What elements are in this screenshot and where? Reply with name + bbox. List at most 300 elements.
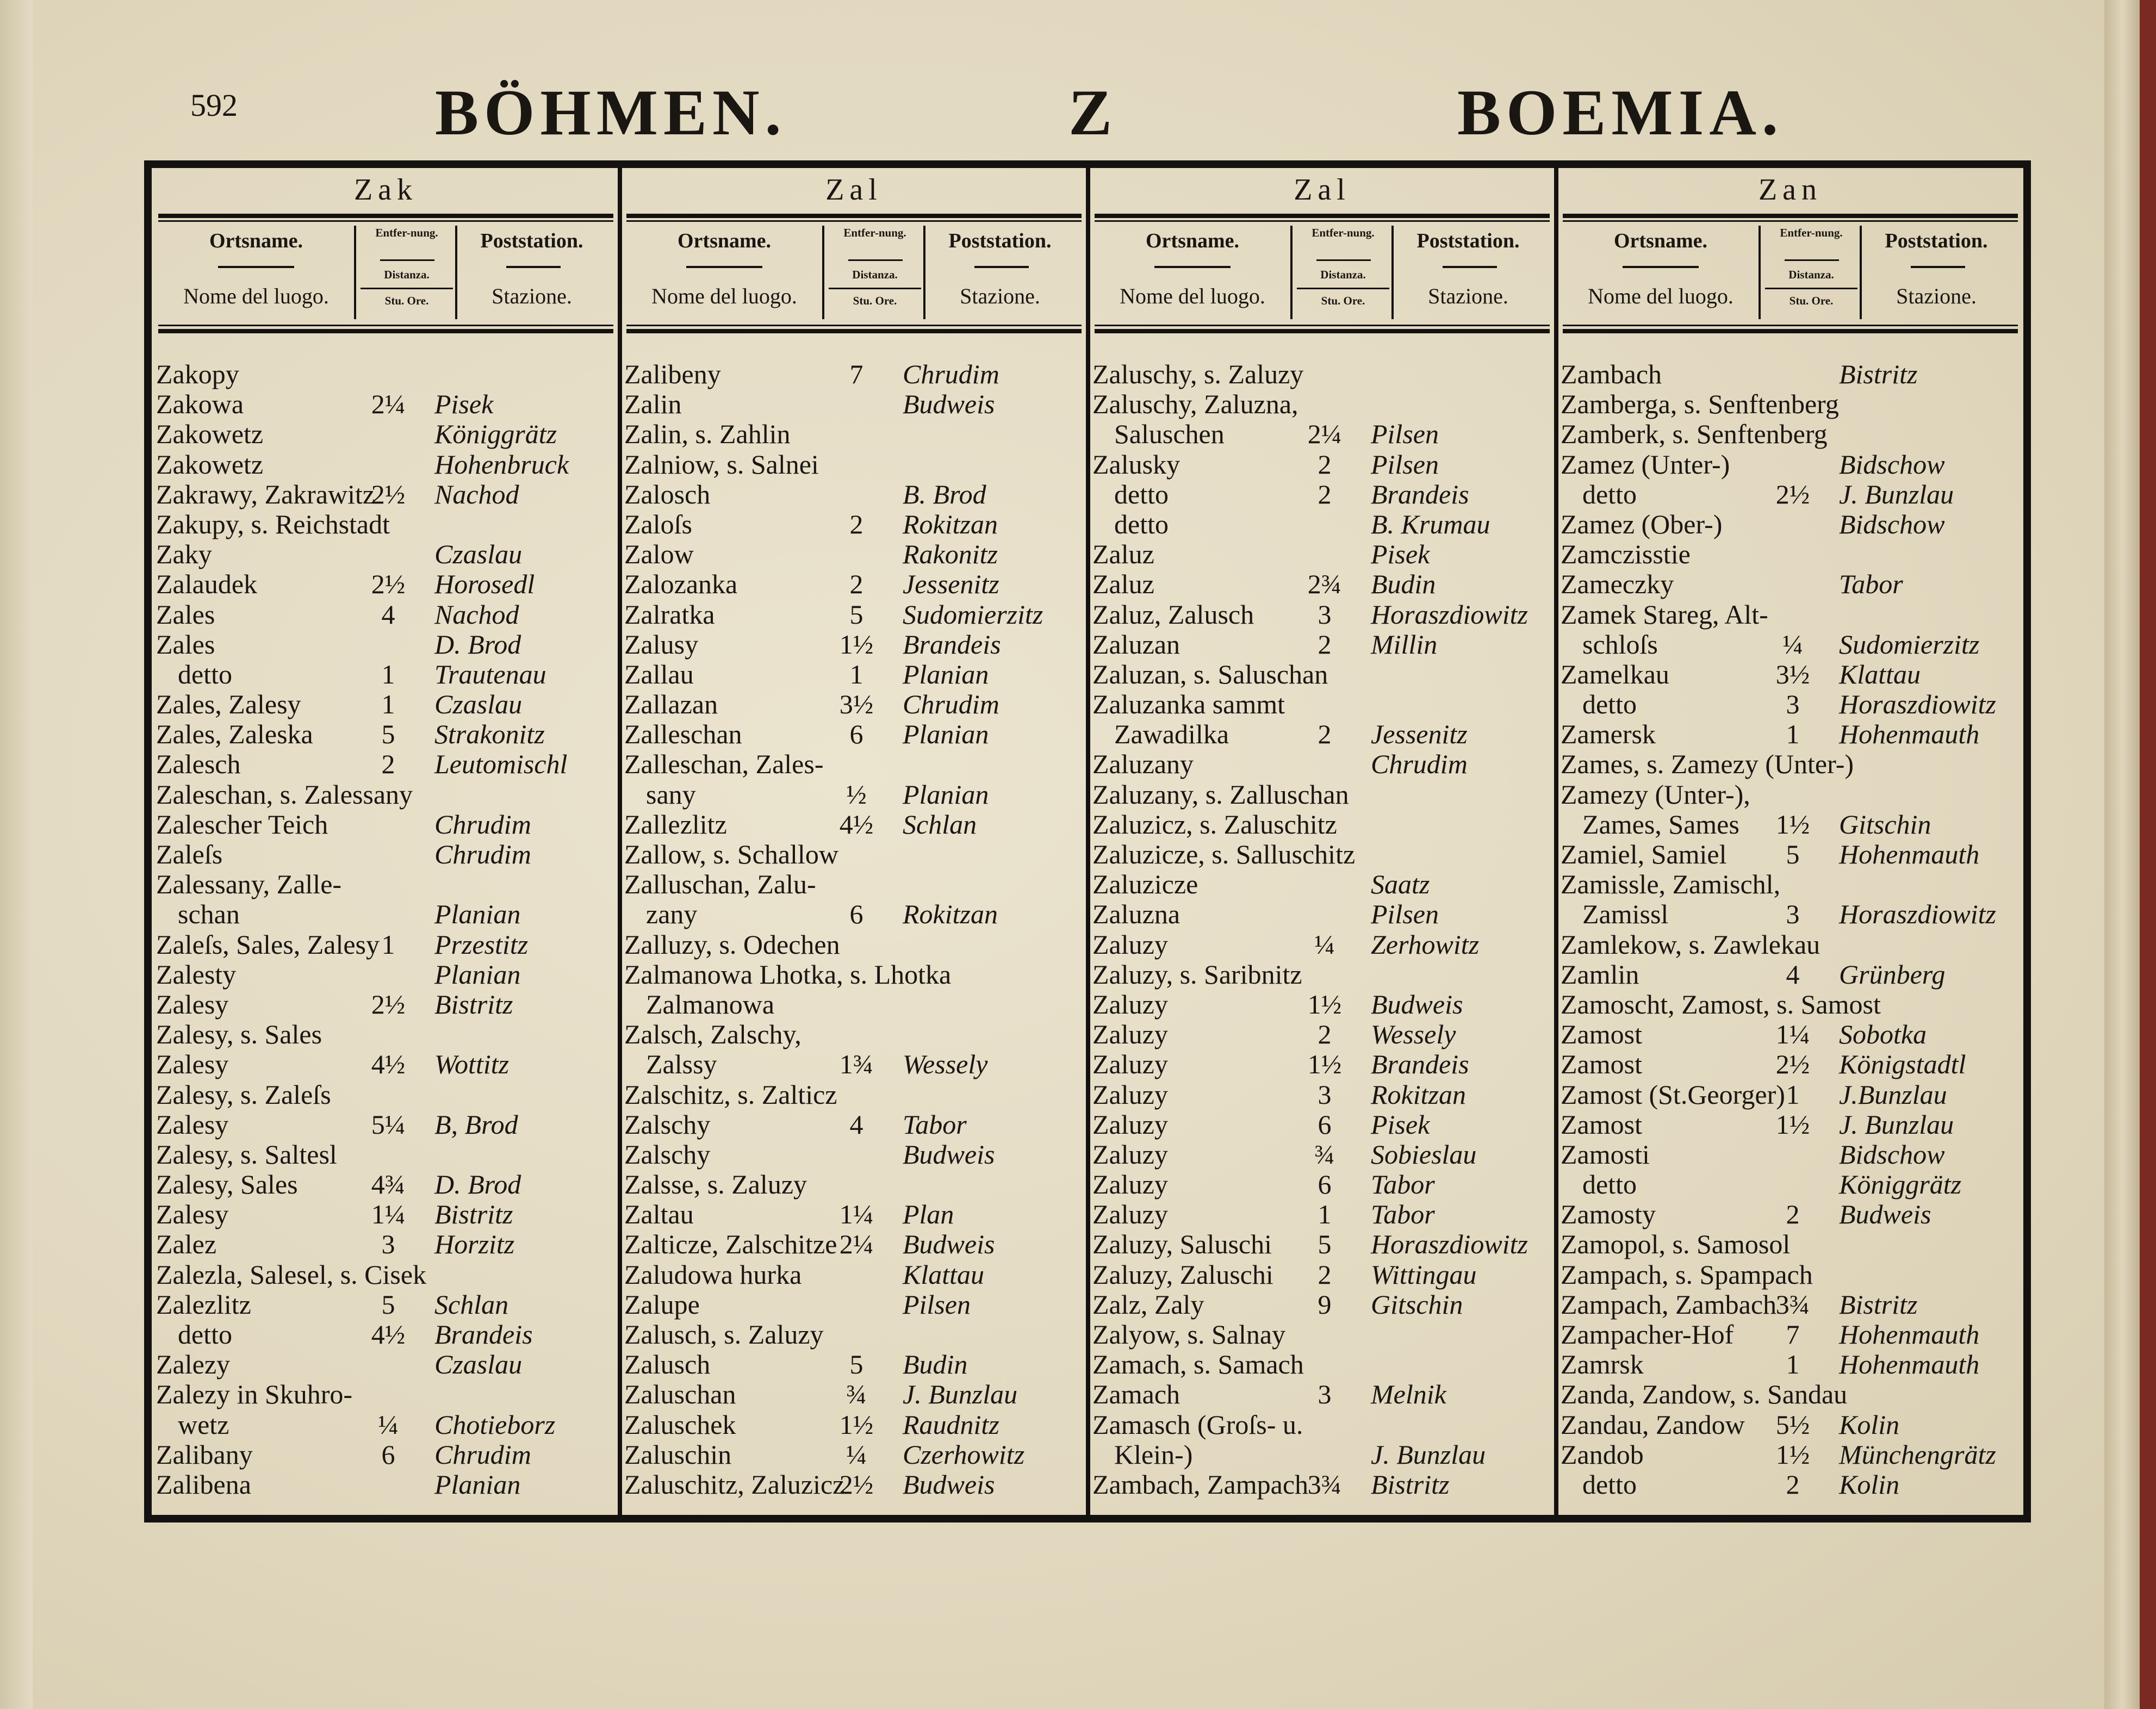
place-name: detto (178, 1319, 232, 1350)
header-poststation: Poststation. (1885, 229, 1988, 252)
entry-row (156, 1350, 620, 1379)
place-name: Zalozanka (624, 569, 738, 600)
place-name: Zamissl (1582, 899, 1669, 930)
entry-row (1092, 780, 1556, 810)
place-name: Zaluzy (1092, 1169, 1168, 1200)
post-station: Horaszdiowitz (1839, 689, 1996, 720)
entry-row (1561, 990, 2024, 1020)
entry-row (1561, 569, 2024, 599)
place-name: Zaluz, Zalusch (1092, 599, 1254, 630)
place-name: Zalz, Zaly (1092, 1289, 1204, 1320)
post-station: Gitschin (1839, 809, 1931, 840)
place-name: Zallezlitz (624, 809, 727, 840)
entry-row (156, 539, 620, 569)
entry-row (1092, 1350, 1556, 1379)
post-station: Pisek (1371, 1109, 1430, 1140)
page-edge-shadow (0, 0, 33, 1709)
place-name: Zamasch (Groſs- u. (1092, 1409, 1303, 1440)
entry-row (624, 1020, 1088, 1049)
entry-list (624, 359, 1088, 1500)
entry-row (156, 1049, 620, 1079)
distance: 5 (849, 1349, 863, 1380)
place-name: Zaluzicze, s. Salluschitz (1092, 839, 1356, 869)
post-station: Bidschow (1839, 508, 1945, 539)
place-name: Zallau (624, 658, 694, 689)
entry-row (624, 600, 1088, 630)
title-german: BÖHMEN. (435, 76, 787, 148)
distance: ¼ (1782, 629, 1803, 660)
entry-row (156, 780, 620, 810)
place-name: Zaluzy, Saluschi (1092, 1229, 1272, 1260)
distance: 1 (849, 658, 863, 689)
page-header (0, 71, 2115, 152)
entry-row (1092, 1200, 1556, 1229)
place-name: Zalschy (624, 1109, 711, 1140)
distance: ¼ (1314, 929, 1335, 960)
distance: 5½ (1775, 1409, 1810, 1440)
place-name: Zamek Stareg, Alt- (1561, 599, 1768, 630)
post-station: Horaszdiowitz (1371, 599, 1528, 630)
header-rule (1563, 325, 2018, 326)
header-rule (158, 329, 613, 333)
distance: 6 (849, 899, 863, 930)
place-name: Zakowetz (156, 419, 264, 450)
post-station: Wessely (903, 1049, 988, 1080)
post-station: Planian (434, 899, 521, 930)
place-name: detto (178, 658, 232, 689)
entry-row (1561, 359, 2024, 389)
entry-row (156, 1229, 620, 1259)
post-station: Planian (434, 959, 521, 990)
entry-row (624, 509, 1088, 539)
distance: 4½ (371, 1049, 406, 1080)
place-name: Zalesy (156, 1109, 229, 1140)
header-nome: Nome del luogo. (651, 284, 797, 308)
entry-row (1092, 1140, 1556, 1170)
entry-row (1561, 810, 2024, 840)
distance: 2 (1786, 1469, 1800, 1500)
distance: 1½ (839, 1409, 874, 1440)
post-station: Pilsen (1371, 419, 1439, 450)
post-station: Brandeis (1371, 478, 1469, 509)
entry-row (156, 1110, 620, 1140)
post-station: Schlan (903, 809, 977, 840)
header-dash (848, 259, 903, 261)
header-nome: Nome del luogo. (1120, 284, 1265, 308)
entry-list (156, 359, 620, 1500)
place-name: Zalezlitz (156, 1289, 251, 1320)
entry-row (156, 1260, 620, 1290)
distance: 2¼ (839, 1229, 874, 1260)
post-station: Nachod (434, 478, 519, 509)
post-station: Tabor (903, 1109, 967, 1140)
entry-row (1561, 1320, 2024, 1350)
header-stunden: Stu. Ore. (853, 294, 897, 307)
place-name: Zamosti (1561, 1139, 1650, 1170)
place-name: sany (646, 779, 696, 810)
place-name: Zalesty (156, 959, 237, 990)
distance: 1¼ (839, 1199, 874, 1230)
post-station: Wittingau (1371, 1259, 1477, 1290)
column-3 (1088, 168, 1556, 1515)
entry-row (156, 960, 620, 990)
header-dash (1785, 259, 1839, 261)
distance: 6 (1318, 1109, 1332, 1140)
entry-row (1561, 1020, 2024, 1049)
place-name: Zalratka (624, 599, 715, 630)
place-name: Zamez (Unter-) (1561, 449, 1730, 480)
entry-row (156, 1320, 620, 1350)
post-station: Budweis (1839, 1199, 1931, 1230)
post-station: B. Brod (903, 478, 986, 509)
header-rule (1563, 329, 2018, 333)
column-title: Zal (825, 173, 883, 207)
place-name: Zamach (1092, 1379, 1180, 1410)
entry-list (1561, 359, 2024, 1500)
place-name: Zalmanowa Lhotka, s. Lhotka (624, 959, 952, 990)
post-station: Melnik (1371, 1379, 1446, 1410)
column-title: Zak (353, 173, 418, 207)
entry-row (1561, 480, 2024, 509)
distance: 5 (1786, 839, 1800, 869)
entry-row (156, 1200, 620, 1229)
place-name: Zampach, s. Spampach (1561, 1259, 1813, 1290)
distance: 2½ (839, 1469, 874, 1500)
place-name: Zaluzicze (1092, 869, 1198, 900)
place-name: Zaluschin (624, 1439, 732, 1470)
place-name: Zallazan (624, 689, 718, 720)
header-dash (218, 266, 294, 268)
distance: 6 (381, 1439, 395, 1470)
header-rule (1563, 214, 2018, 218)
entry-row (1561, 509, 2024, 539)
entry-row (1561, 1470, 2024, 1500)
header-separator (923, 226, 925, 319)
post-station: Tabor (1371, 1199, 1435, 1230)
place-name: Zaluzan (1092, 629, 1180, 660)
distance: 2½ (371, 989, 406, 1020)
entry-row (156, 480, 620, 509)
entry-row (1092, 359, 1556, 389)
post-station: Pisek (1371, 539, 1430, 570)
post-station: Budweis (903, 389, 995, 420)
post-station: Planian (903, 658, 989, 689)
place-name: Zalesy, s. Sales (156, 1019, 322, 1050)
place-name: Klein-) (1114, 1439, 1193, 1470)
post-station: Pilsen (1371, 449, 1439, 480)
header-entfernung: Entfer-nung. (843, 226, 906, 239)
header-rule (158, 220, 613, 222)
entry-row (156, 1290, 620, 1320)
entry-row (1092, 930, 1556, 960)
entry-row (624, 1140, 1088, 1170)
entry-row (156, 1470, 620, 1500)
distance: 1 (1786, 1079, 1800, 1110)
entry-row (1561, 930, 2024, 960)
entry-row (624, 539, 1088, 569)
entry-row (1561, 450, 2024, 480)
post-station: Leutomischl (434, 749, 568, 780)
place-name: Zames, Sames (1582, 809, 1739, 840)
distance: 5 (381, 1289, 395, 1320)
entry-row (156, 749, 620, 779)
post-station: Wessely (1371, 1019, 1456, 1050)
place-name: Zakowa (156, 389, 244, 420)
place-name: Zaleſs (156, 839, 223, 869)
post-station: Saatz (1371, 869, 1430, 900)
entry-row (624, 1379, 1088, 1409)
place-name: Zames, s. Zamezy (Unter-) (1561, 749, 1854, 780)
entry-row (624, 569, 1088, 599)
distance: 2¼ (1307, 419, 1342, 450)
entry-row (1092, 1379, 1556, 1409)
header-ortsname: Ortsname. (209, 229, 303, 252)
distance: 2½ (371, 569, 406, 600)
place-name: Zaluzy (1092, 1199, 1168, 1230)
entry-row (1561, 660, 2024, 689)
header-rule (626, 325, 1082, 326)
post-station: Budweis (903, 1229, 995, 1260)
distance: 1 (381, 689, 395, 720)
place-name: Zalesy, s. Zaleſs (156, 1079, 331, 1110)
entry-row (1561, 1049, 2024, 1079)
entry-row (1561, 1290, 2024, 1320)
column-divider (1086, 168, 1090, 1515)
post-station: Gitschin (1371, 1289, 1463, 1320)
entry-row (624, 450, 1088, 480)
entry-row (624, 1410, 1088, 1440)
header-rule (1095, 329, 1550, 333)
header-stazione: Stazione. (1896, 284, 1977, 308)
place-name: Zaluschan (624, 1379, 736, 1410)
entry-row (1092, 869, 1556, 899)
entry-row (1561, 1080, 2024, 1110)
place-name: detto (1114, 508, 1169, 539)
entry-row (624, 930, 1088, 960)
header-nome: Nome del luogo. (183, 284, 329, 308)
place-name: detto (1582, 1469, 1637, 1500)
post-station: Planian (903, 779, 989, 810)
place-name: Zaluschek (624, 1409, 736, 1440)
entry-row (1092, 1229, 1556, 1259)
place-name: Zamopol, s. Samosol (1561, 1229, 1791, 1260)
entry-row (1561, 389, 2024, 419)
post-station: Münchengrätz (1839, 1439, 1996, 1470)
entry-row (1561, 960, 2024, 990)
entry-row (1092, 600, 1556, 630)
entry-row (624, 1290, 1088, 1320)
entry-row (156, 1140, 620, 1170)
entry-row (1561, 1229, 2024, 1259)
post-station: Chotieborz (434, 1409, 556, 1440)
entry-row (624, 359, 1088, 389)
place-name: Zales (156, 629, 215, 660)
entry-row (156, 1440, 620, 1470)
post-station: Budweis (903, 1139, 995, 1170)
place-name: Zaltau (624, 1199, 694, 1230)
entry-row (624, 1440, 1088, 1470)
column-divider (618, 168, 622, 1515)
header-dash (1316, 259, 1371, 261)
entry-row (624, 480, 1088, 509)
entry-row (624, 840, 1088, 869)
post-station: Königstadtl (1839, 1049, 1966, 1080)
entry-row (1092, 1440, 1556, 1470)
distance: 7 (1786, 1319, 1800, 1350)
place-name: Zaluzanka sammt (1092, 689, 1285, 720)
place-name: Zalupe (624, 1289, 700, 1320)
entry-row (624, 749, 1088, 779)
place-name: Zalniow, s. Salnei (624, 449, 819, 480)
entry-row (156, 359, 620, 389)
place-name: Zameczky (1561, 569, 1674, 600)
distance: 3 (1318, 1079, 1332, 1110)
entry-row (156, 389, 620, 419)
header-ortsname: Ortsname. (1145, 229, 1240, 252)
distance: 1 (381, 929, 395, 960)
distance: 1½ (1775, 1109, 1810, 1140)
distance: ½ (846, 779, 867, 810)
header-rule (1095, 220, 1550, 222)
place-name: Zalezy (156, 1349, 231, 1380)
place-name: Zandob (1561, 1439, 1644, 1470)
entry-row (1092, 719, 1556, 749)
place-name: Zamlekow, s. Zawlekau (1561, 929, 1821, 960)
post-station: Czerhowitz (903, 1439, 1025, 1470)
post-station: Chrudim (434, 1439, 531, 1470)
entry-row (1561, 1110, 2024, 1140)
place-name: Zalsch, Zalschy, (624, 1019, 801, 1050)
distance: 2 (849, 508, 863, 539)
place-name: Zakrawy, Zakrawitz (156, 478, 375, 509)
post-station: Budweis (1371, 989, 1463, 1020)
entry-row (156, 810, 620, 840)
distance: 4 (849, 1109, 863, 1140)
header-poststation: Poststation. (480, 229, 583, 252)
header-stunden: Stu. Ore. (1789, 294, 1834, 307)
place-name: Zalusky (1092, 449, 1180, 480)
place-name: wetz (178, 1409, 229, 1440)
header-separator (1860, 226, 1862, 319)
distance: 2 (849, 569, 863, 600)
distance: 1½ (1307, 989, 1342, 1020)
place-name: Zamczisstie (1561, 539, 1691, 570)
entry-row (156, 569, 620, 599)
place-name: Zambach (1561, 359, 1662, 389)
header-entfernung: Entfer-nung. (1312, 226, 1375, 239)
post-station: Hohenmauth (1839, 719, 1980, 750)
post-station: Kolin (1839, 1469, 1900, 1500)
entry-row (1092, 1260, 1556, 1290)
post-station: Nachod (434, 599, 519, 630)
entry-row (624, 810, 1088, 840)
entry-row (1092, 480, 1556, 509)
post-station: Czaslau (434, 1349, 523, 1380)
entry-row (1092, 630, 1556, 660)
place-name: Zaky (156, 539, 212, 570)
place-name: Zampacher-Hof (1561, 1319, 1734, 1350)
entry-row (1092, 660, 1556, 689)
header-entfernung: Entfer-nung. (375, 226, 438, 239)
header-stazione: Stazione. (960, 284, 1040, 308)
post-station: Bidschow (1839, 1139, 1945, 1170)
column-header (1563, 223, 2018, 321)
post-station: Schlan (434, 1289, 509, 1320)
place-name: Zakowetz (156, 449, 264, 480)
entry-row (1092, 389, 1556, 419)
place-name: Zamoscht, Zamost, s. Samost (1561, 989, 1881, 1020)
place-name: Zaluzy (1092, 1109, 1168, 1140)
post-station: Jessenitz (1371, 719, 1468, 750)
entry-row (1561, 1140, 2024, 1170)
entry-row (1561, 1440, 2024, 1470)
post-station: Tabor (1371, 1169, 1435, 1200)
header-dash (1443, 266, 1497, 268)
distance: 5 (1318, 1229, 1332, 1260)
post-station: Königgrätz (434, 419, 557, 450)
place-name: Zalusch, s. Zaluzy (624, 1319, 824, 1350)
post-station: Jessenitz (903, 569, 999, 600)
distance: 2¼ (371, 389, 406, 420)
distance: 3 (1318, 599, 1332, 630)
entry-row (156, 1020, 620, 1049)
column-title: Zan (1758, 173, 1823, 207)
place-name: Zalibany (156, 1439, 253, 1470)
place-name: Zaluzicz, s. Zaluschitz (1092, 809, 1337, 840)
entry-row (1561, 840, 2024, 869)
post-station: Brandeis (903, 629, 1001, 660)
place-name: Zaluzy (1092, 1049, 1168, 1080)
post-station: J. Bunzlau (1839, 1109, 1954, 1140)
entry-row (156, 1170, 620, 1200)
place-name: Zamezy (Unter-), (1561, 779, 1750, 810)
place-name: Zaluzy (1092, 1139, 1168, 1170)
post-station: Horosedl (434, 569, 535, 600)
distance: 5 (381, 719, 395, 750)
entry-row (1092, 509, 1556, 539)
place-name: Zalezy in Skuhro- (156, 1379, 353, 1410)
distance: 5 (849, 599, 863, 630)
entry-row (1561, 689, 2024, 719)
place-name: Zalluschan, Zalu- (624, 869, 816, 900)
post-station: Czaslau (434, 689, 523, 720)
entry-row (624, 660, 1088, 689)
place-name: Zalesy (156, 1049, 229, 1080)
entry-row (156, 930, 620, 960)
place-name: detto (1582, 478, 1637, 509)
header-distanza: Distanza. (1320, 268, 1366, 281)
post-station: Chrudim (434, 839, 531, 869)
post-station: Millin (1371, 629, 1438, 660)
entry-row (1092, 1170, 1556, 1200)
header-ortsname: Ortsname. (677, 229, 772, 252)
post-station: Budweis (903, 1469, 995, 1500)
post-station: Horzitz (434, 1229, 515, 1260)
entry-row (1092, 1049, 1556, 1079)
place-name: Zalusch (624, 1349, 711, 1380)
place-name: schloſs (1582, 629, 1658, 660)
post-station: Rokitzan (1371, 1079, 1466, 1110)
place-name: Zaluzany (1092, 749, 1194, 780)
header-dash (686, 266, 762, 268)
post-station: Sudomierzitz (1839, 629, 1980, 660)
post-station: Plan (903, 1199, 954, 1230)
entry-row (156, 869, 620, 899)
distance: 3½ (1775, 658, 1810, 689)
place-name: detto (1582, 689, 1637, 720)
place-name: Zalmanowa (646, 989, 775, 1020)
entry-row (1561, 749, 2024, 779)
